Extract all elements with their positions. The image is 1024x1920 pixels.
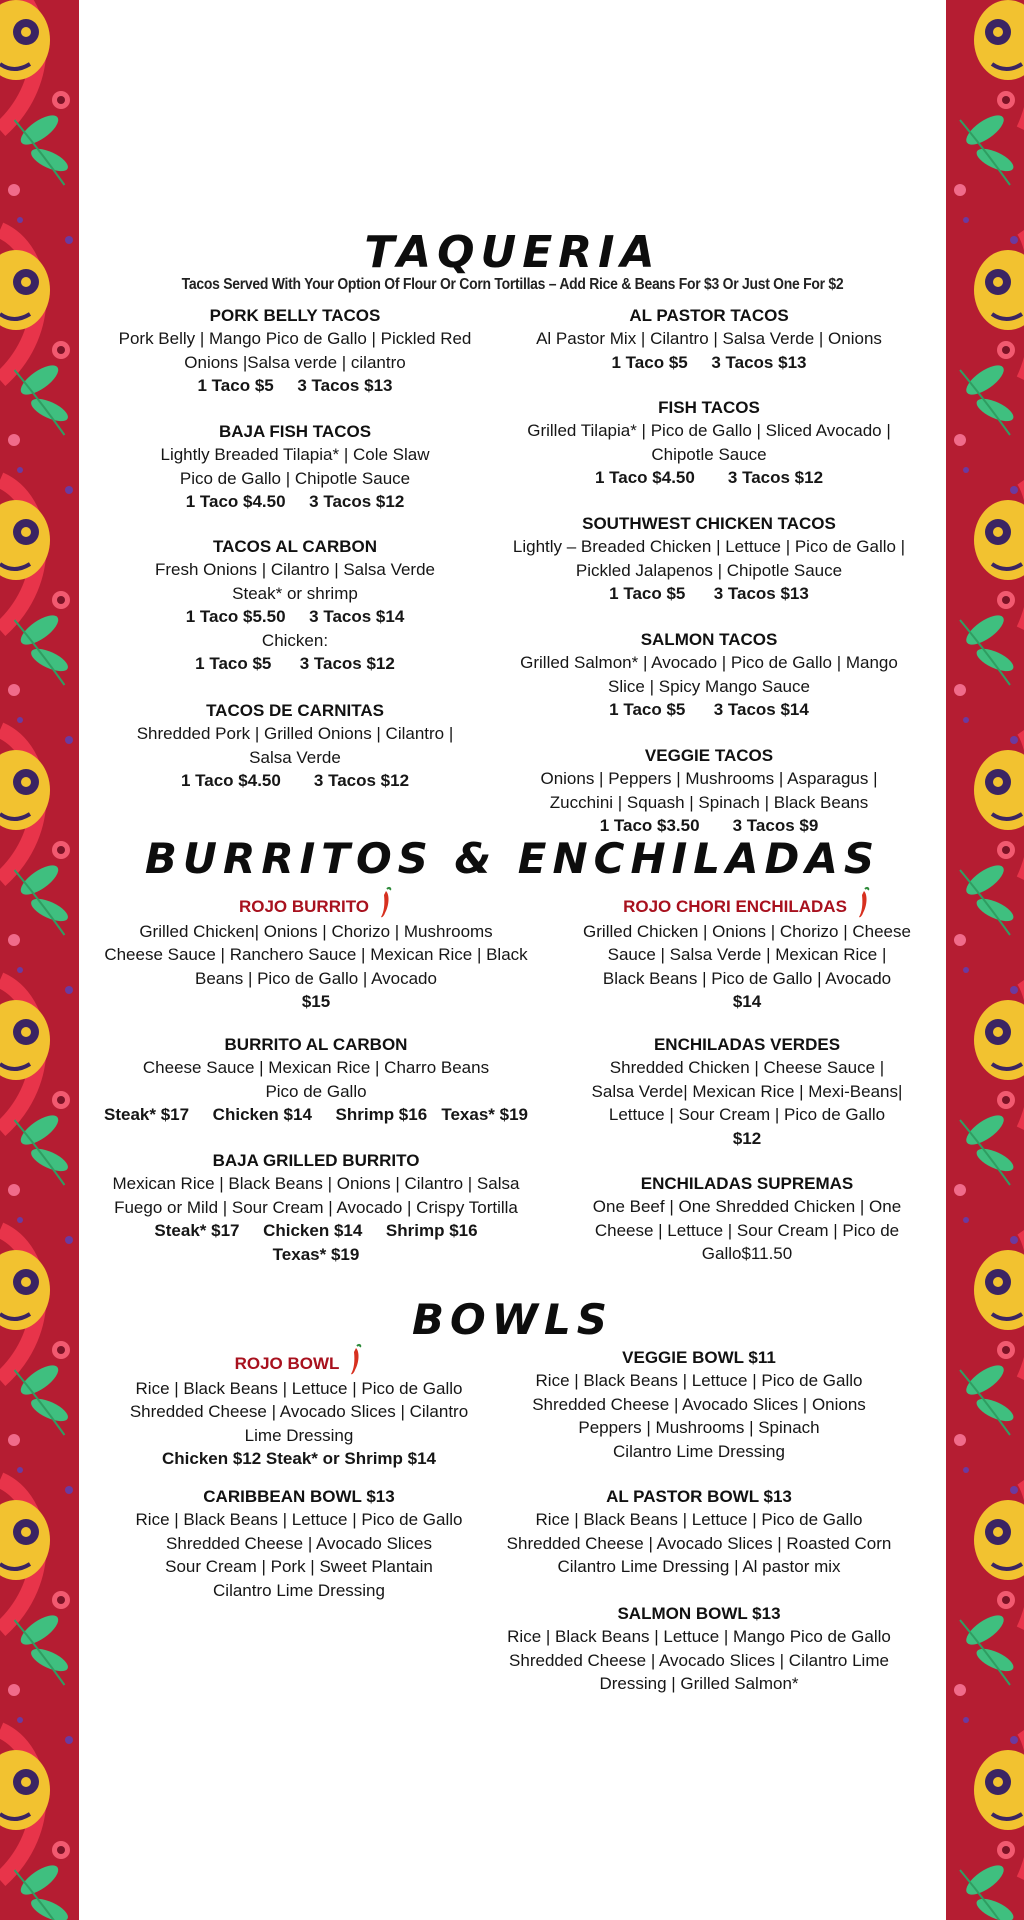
item-price: 1 Taco $5 3 Tacos $13 bbox=[609, 584, 809, 604]
taqueria-title: TAQUERIA bbox=[364, 227, 661, 278]
item-name: ROJO BOWL bbox=[234, 1354, 340, 1373]
bowls-title: BOWLS bbox=[411, 1295, 614, 1344]
item-name: CARIBBEAN BOWL $13 bbox=[203, 1487, 395, 1506]
item-price: $12 bbox=[732, 1128, 762, 1148]
item-desc: Lightly Breaded Tilapia* | Cole Slaw bbox=[160, 445, 430, 465]
item-desc: Beans | Pico de Gallo | Avocado bbox=[195, 968, 437, 988]
item-desc: Lime Dressing bbox=[244, 1425, 354, 1445]
menu-item-tacos-al-carbon bbox=[79, 535, 511, 675]
item-price: 1 Taco $5 3 Tacos $14 bbox=[609, 700, 809, 720]
item-desc: Shredded Cheese | Avocado Slices | Roasted Corn bbox=[506, 1533, 892, 1553]
item-desc: Steak* or shrimp bbox=[232, 583, 358, 603]
item-desc: Onions |Salsa verde | cilantro bbox=[184, 352, 406, 372]
menu-item-al-pastor-tacos bbox=[489, 304, 929, 374]
item-desc: Salsa Verde bbox=[249, 747, 341, 767]
item-desc: Cilantro Lime Dressing | Al pastor mix bbox=[557, 1557, 841, 1577]
item-price: Texas* $19 bbox=[272, 1244, 360, 1264]
taqueria-subtitle: Tacos Served With Your Option Of Flour Or Corn Tortillas – Add Rice & Beans For $3 Or Just One For $2 bbox=[181, 276, 844, 293]
item-desc: Cheese | Lettuce | Sour Cream | Pico de bbox=[594, 1220, 900, 1240]
item-price: 1 Taco $3.50 3 Tacos $9 bbox=[599, 816, 819, 836]
menu-item-fish-tacos bbox=[489, 396, 929, 490]
item-desc: Rice | Black Beans | Lettuce | Pico de Gallo bbox=[135, 1510, 463, 1530]
item-name: PORK BELLY TACOS bbox=[209, 306, 381, 325]
item-desc: Al Pastor Mix | Cilantro | Salsa Verde | Onions bbox=[536, 329, 882, 349]
chili-pepper-icon bbox=[349, 1343, 363, 1377]
menu-page bbox=[79, 0, 946, 1920]
item-desc: Grilled Salmon* | Avocado | Pico de Gallo | Mango bbox=[520, 653, 898, 673]
menu-item-rojo-bowl bbox=[79, 1343, 519, 1471]
item-desc: Shredded Cheese | Avocado Slices bbox=[166, 1533, 432, 1553]
item-desc: Mexican Rice | Black Beans | Onions | Cilantro | Salsa bbox=[112, 1174, 520, 1194]
item-desc: Gallo$11.50 bbox=[701, 1244, 793, 1264]
menu-item-enchiladas-verdes bbox=[549, 1033, 945, 1150]
sugar-skull-border-left bbox=[0, 0, 79, 1920]
item-name: BURRITO AL CARBON bbox=[224, 1035, 408, 1054]
sugar-skull-border-right bbox=[946, 0, 1024, 1920]
menu-item-enchiladas-supremas bbox=[549, 1172, 945, 1266]
item-desc: Cheese Sauce | Mexican Rice | Charro Beans bbox=[142, 1058, 490, 1078]
item-price: Steak* $17 Chicken $14 Shrimp $16 bbox=[154, 1221, 478, 1241]
item-name: TACOS AL CARBON bbox=[212, 537, 377, 556]
item-desc: Dressing | Grilled Salmon* bbox=[599, 1674, 799, 1694]
item-name: ROJO CHORI ENCHILADAS bbox=[623, 897, 847, 916]
menu-item-al-pastor-bowl bbox=[499, 1485, 899, 1579]
item-desc: Shredded Cheese | Avocado Slices | Cilantro Lime bbox=[509, 1650, 889, 1670]
item-name-row bbox=[549, 886, 945, 920]
item-desc: Cilantro Lime Dressing bbox=[213, 1580, 385, 1600]
chili-pepper-icon bbox=[857, 886, 871, 920]
item-desc: Cheese Sauce | Ranchero Sauce | Mexican Rice | Black bbox=[104, 945, 528, 965]
chili-pepper-icon bbox=[379, 886, 393, 920]
menu-item-baja-grilled-burrito bbox=[79, 1149, 553, 1266]
item-name: FISH TACOS bbox=[658, 398, 760, 417]
item-name: SALMON BOWL $13 bbox=[617, 1604, 781, 1623]
item-desc: Rice | Black Beans | Lettuce | Pico de Gallo bbox=[535, 1510, 863, 1530]
item-desc: Shredded Pork | Grilled Onions | Cilantro | bbox=[136, 724, 454, 744]
burritos-enchiladas-title: BURRITOS & ENCHILADAS bbox=[144, 834, 881, 883]
item-price: 1 Taco $5 3 Tacos $13 bbox=[611, 352, 807, 372]
item-desc: Pork Belly | Mango Pico de Gallo | Pickled Red bbox=[118, 329, 472, 349]
item-desc: Lettuce | Sour Cream | Pico de Gallo bbox=[608, 1105, 886, 1125]
item-name: SOUTHWEST CHICKEN TACOS bbox=[582, 514, 836, 533]
item-desc: Shredded Cheese | Avocado Slices | Cilantro bbox=[129, 1402, 469, 1422]
item-price: 1 Taco $4.50 3 Tacos $12 bbox=[185, 492, 405, 512]
item-name: ENCHILADAS SUPREMAS bbox=[640, 1174, 854, 1193]
item-desc: Chipotle Sauce bbox=[651, 444, 767, 464]
item-desc: Shredded Chicken | Cheese Sauce | bbox=[609, 1058, 885, 1078]
item-desc: Rice | Black Beans | Lettuce | Pico de Gallo bbox=[535, 1371, 863, 1391]
item-name: ROJO BURRITO bbox=[238, 897, 370, 916]
menu-item-southwest-chicken-tacos bbox=[479, 512, 939, 606]
item-desc: Zucchini | Squash | Spinach | Black Beans bbox=[549, 792, 869, 812]
menu-item-baja-fish-tacos bbox=[79, 420, 511, 514]
item-desc: Peppers | Mushrooms | Spinach bbox=[578, 1418, 820, 1438]
item-price: Steak* $17 Chicken $14 Shrimp $16 Texas* $19 bbox=[104, 1105, 528, 1125]
item-extra-price: 1 Taco $5 3 Tacos $12 bbox=[195, 654, 395, 674]
item-desc: Salsa Verde| Mexican Rice | Mexi-Beans| bbox=[591, 1081, 903, 1101]
item-desc: Sauce | Salsa Verde | Mexican Rice | bbox=[607, 945, 887, 965]
item-desc: Black Beans | Pico de Gallo | Avocado bbox=[602, 968, 892, 988]
menu-item-pork-belly-tacos bbox=[79, 304, 511, 398]
item-desc: Rice | Black Beans | Lettuce | Mango Pico de Gallo bbox=[507, 1627, 891, 1647]
item-desc: Fuego or Mild | Sour Cream | Avocado | Crispy Tortilla bbox=[114, 1197, 518, 1217]
menu-item-salmon-tacos bbox=[489, 628, 929, 722]
item-desc: Grilled Tilapia* | Pico de Gallo | Sliced Avocado | bbox=[527, 421, 891, 441]
item-extra-label: Chicken: bbox=[261, 630, 329, 650]
item-name-row bbox=[79, 1343, 519, 1377]
item-desc: Slice | Spicy Mango Sauce bbox=[608, 676, 810, 696]
item-desc: Shredded Cheese | Avocado Slices | Onions bbox=[532, 1394, 866, 1414]
item-desc: Grilled Chicken| Onions | Chorizo | Mushrooms bbox=[139, 922, 493, 941]
item-name: AL PASTOR BOWL $13 bbox=[606, 1487, 792, 1506]
item-name: BAJA FISH TACOS bbox=[218, 422, 372, 441]
item-name: ENCHILADAS VERDES bbox=[653, 1035, 841, 1054]
item-price: 1 Taco $4.50 3 Tacos $12 bbox=[180, 771, 410, 791]
item-desc: Rice | Black Beans | Lettuce | Pico de Gallo bbox=[135, 1379, 463, 1398]
menu-item-caribbean-bowl bbox=[79, 1485, 519, 1602]
menu-item-veggie-bowl bbox=[499, 1346, 899, 1463]
menu-item-rojo-chori-enchiladas bbox=[549, 886, 945, 1014]
item-name: AL PASTOR TACOS bbox=[629, 306, 789, 325]
item-name: TACOS DE CARNITAS bbox=[206, 701, 384, 720]
menu-item-salmon-bowl bbox=[499, 1602, 899, 1696]
item-price: 1 Taco $5 3 Tacos $13 bbox=[197, 376, 393, 396]
item-name-row bbox=[79, 886, 553, 920]
item-desc: One Beef | One Shredded Chicken | One bbox=[592, 1197, 902, 1217]
item-desc: Pickled Jalapenos | Chipotle Sauce bbox=[575, 560, 843, 580]
item-desc: Pico de Gallo | Chipotle Sauce bbox=[179, 468, 411, 488]
item-name: SALMON TACOS bbox=[640, 630, 778, 649]
item-desc: Lightly – Breaded Chicken | Lettuce | Pico de Gallo | bbox=[512, 537, 906, 557]
item-desc: Fresh Onions | Cilantro | Salsa Verde bbox=[154, 560, 436, 580]
item-name: BAJA GRILLED BURRITO bbox=[212, 1151, 420, 1170]
menu-item-rojo-burrito bbox=[79, 886, 553, 1014]
item-desc: Pico de Gallo bbox=[265, 1081, 367, 1101]
item-desc: Grilled Chicken | Onions | Chorizo | Cheese bbox=[583, 922, 911, 941]
item-price: $14 bbox=[732, 992, 762, 1012]
item-name: VEGGIE TACOS bbox=[644, 746, 774, 765]
item-price: 1 Taco $4.50 3 Tacos $12 bbox=[594, 468, 824, 488]
menu-item-burrito-al-carbon bbox=[79, 1033, 553, 1127]
item-price: $15 bbox=[301, 992, 331, 1012]
item-desc: Sour Cream | Pork | Sweet Plantain bbox=[165, 1557, 433, 1577]
item-price: Chicken $12 Steak* or Shrimp $14 bbox=[161, 1449, 437, 1469]
item-name: VEGGIE BOWL $11 bbox=[622, 1348, 776, 1367]
item-desc: Onions | Peppers | Mushrooms | Asparagus | bbox=[540, 769, 878, 789]
item-desc: Cilantro Lime Dressing bbox=[613, 1441, 785, 1461]
item-price: 1 Taco $5.50 3 Tacos $14 bbox=[185, 607, 405, 627]
menu-item-veggie-tacos bbox=[489, 744, 929, 838]
menu-item-tacos-de-carnitas bbox=[79, 699, 511, 793]
